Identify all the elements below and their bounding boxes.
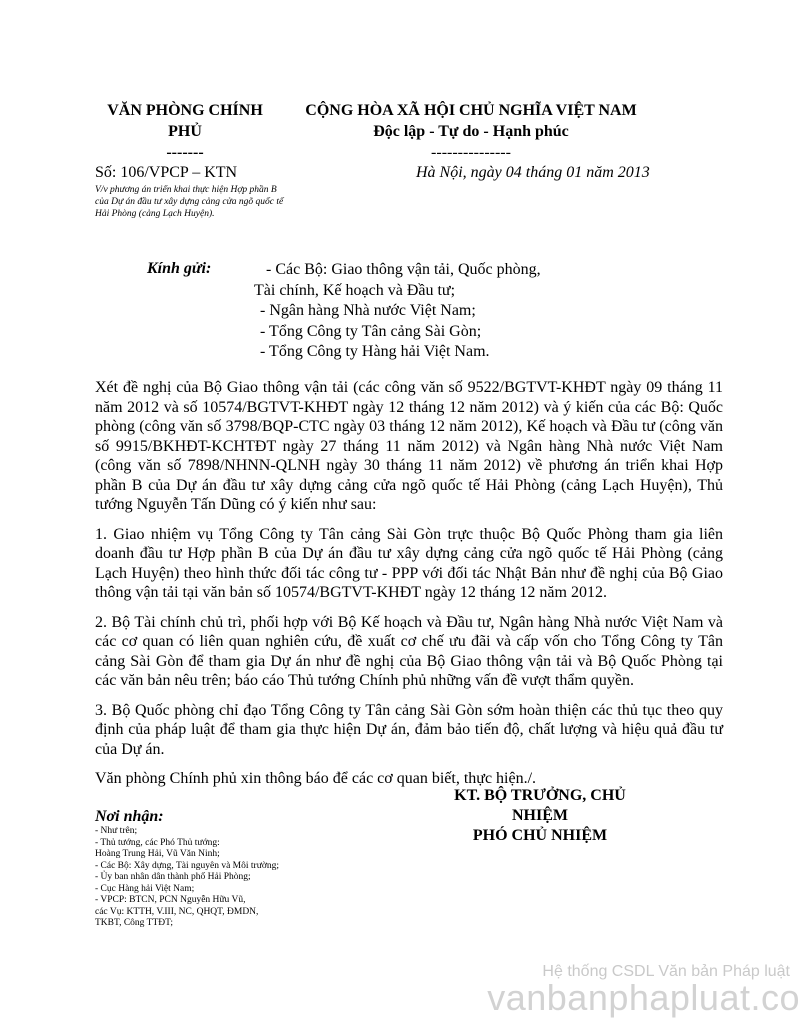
national-header — [296, 100, 646, 163]
cc-item: Hoàng Trung Hải, Vũ Văn Ninh; — [95, 849, 220, 859]
cc-item: các Vụ: KTTH, V.III, NC, QHQT, ĐMDN, — [95, 906, 259, 917]
recipient-item: - Tổng Công ty Tân cảng Sài Gòn; — [260, 322, 482, 340]
body-paragraph: 3. Bộ Quốc phòng chỉ đạo Tổng Công ty Tân cảng Sài Gòn sớm hoàn thiện các thủ tục theo quy định của pháp luật để tham gia thực hiện Dự án, đảm bảo tiến độ, chất lượng và hiệu quả đầu tư của Dự án. — [95, 701, 723, 758]
document-number: Số: 106/VPCP – KTN — [95, 164, 238, 181]
recipients-list — [254, 260, 541, 363]
cc-item: TKBT, Công TTĐT; — [95, 918, 174, 928]
agency-underline: ------- — [166, 144, 204, 161]
cc-item: - VPCP: BTCN, PCN Nguyễn Hữu Vũ, — [95, 895, 246, 905]
body-paragraph: 2. Bộ Tài chính chủ trì, phối hợp với Bộ Kế hoạch và Đầu tư, Ngân hàng Nhà nước Việt Nam và các cơ quan có liên quan nghiên cứu, đề xuất cơ chế ưu đãi và cấp vốn cho Tổng Công ty Tân cảng Sài Gòn để tham gia Dự án như đề nghị của Bộ Giao thông vận tải và Bộ Quốc Phòng tại các văn bản nêu trên; báo cáo Thủ tướng Chính phủ những vấn đề vượt thẩm quyền. — [95, 613, 723, 689]
cc-list — [95, 826, 279, 930]
nation-title: CỘNG HÒA XÃ HỘI CHỦ NGHĨA VIỆT NAM — [305, 102, 637, 119]
cc-title: Nơi nhận: — [95, 808, 164, 825]
signer-position: PHÓ CHỦ NHIỆM — [472, 827, 608, 844]
body-paragraph: Xét đề nghị của Bộ Giao thông vận tải (các công văn số 9522/BGTVT-KHĐT ngày 09 tháng 11 năm 2012 và số 10574/BGTVT-KHĐT ngày 12 tháng 12 năm 2012) và ý kiến của các Bộ: Quốc phòng (công văn số 3798/BQP-CTC ngày 03 tháng 12 năm 2012), Kế hoạch và Đầu tư (công văn số 9915/BKHĐT-KCHTĐT ngày 27 tháng 11 năm 2012) và Ngân hàng Nhà nước Việt Nam (công văn số 7898/NHNN-QLNH ngày 30 tháng 11 năm 2012) về phương án triển khai Hợp phần B của Dự án đầu tư xây dựng cảng cửa ngõ quốc tế Hải Phòng (cảng Lạch Huyện), Thủ tướng Nguyễn Tấn Dũng có ý kiến như sau: — [95, 379, 723, 513]
body-paragraph: 1. Giao nhiệm vụ Tổng Công ty Tân cảng Sài Gòn trực thuộc Bộ Quốc Phòng tham gia liên doanh đầu tư Hợp phần B của Dự án đầu tư xây dựng cảng cửa ngõ quốc tế Hải Phòng (cảng Lạch Huyện) theo hình thức đối tác công tư - PPP với đối tác Nhật Bản như đề nghị của Bộ Giao thông vận tải tại văn bản số 10574/BGTVT-KHĐT ngày 12 tháng 12 năm 2012. — [95, 525, 723, 601]
document-subject: V/v phương án triển khai thực hiện Hợp phần B của Dự án đầu tư xây dựng cảng cửa ngõ quốc tế Hải Phòng (cảng Lạch Huyện). — [95, 185, 284, 219]
recipients-label: Kính gửi: — [147, 260, 212, 277]
document-body — [95, 378, 723, 799]
agency-name-line-2: PHỦ — [168, 123, 202, 140]
recipient-item: - Ngân hàng Nhà nước Việt Nam; — [260, 302, 476, 319]
cc-item: - Như trên; — [95, 826, 138, 836]
recipient-item: - Tổng Công ty Hàng hải Việt Nam. — [260, 343, 490, 360]
signer-title-line-1: KT. BỘ TRƯỞNG, CHỦ — [454, 787, 626, 804]
cc-item: - Cục Hàng hải Việt Nam; — [95, 883, 195, 894]
watermark-site: vanbanphapluat.co — [487, 977, 800, 1018]
signer-title-line-2: NHIỆM — [512, 807, 568, 824]
issuing-agency — [95, 100, 275, 163]
date-place: Hà Nội, ngày 04 tháng 01 năm 2013 — [416, 164, 650, 181]
agency-name-line-1: VĂN PHÒNG CHÍNH — [107, 102, 263, 119]
cc-item: - Ủy ban nhân dân thành phố Hải Phòng; — [95, 872, 251, 882]
motto: Độc lập - Tự do - Hạnh phúc — [373, 123, 569, 140]
body-paragraph: Văn phòng Chính phủ xin thông báo để các cơ quan biết, thực hiện./. — [95, 770, 537, 787]
recipient-item: - Các Bộ: Giao thông vận tải, Quốc phòng, — [266, 261, 541, 278]
motto-underline: --------------- — [431, 144, 511, 161]
recipient-item: Tài chính, Kế hoạch và Đầu tư; — [254, 281, 456, 299]
cc-item: - Các Bộ: Xây dựng, Tài nguyên và Môi trường; — [95, 860, 280, 871]
signer-block — [430, 786, 650, 846]
cc-item: - Thủ tướng, các Phó Thủ tướng: — [95, 837, 220, 848]
watermark-caption: Hệ thống CSDL Văn bản Pháp luật — [542, 963, 790, 980]
